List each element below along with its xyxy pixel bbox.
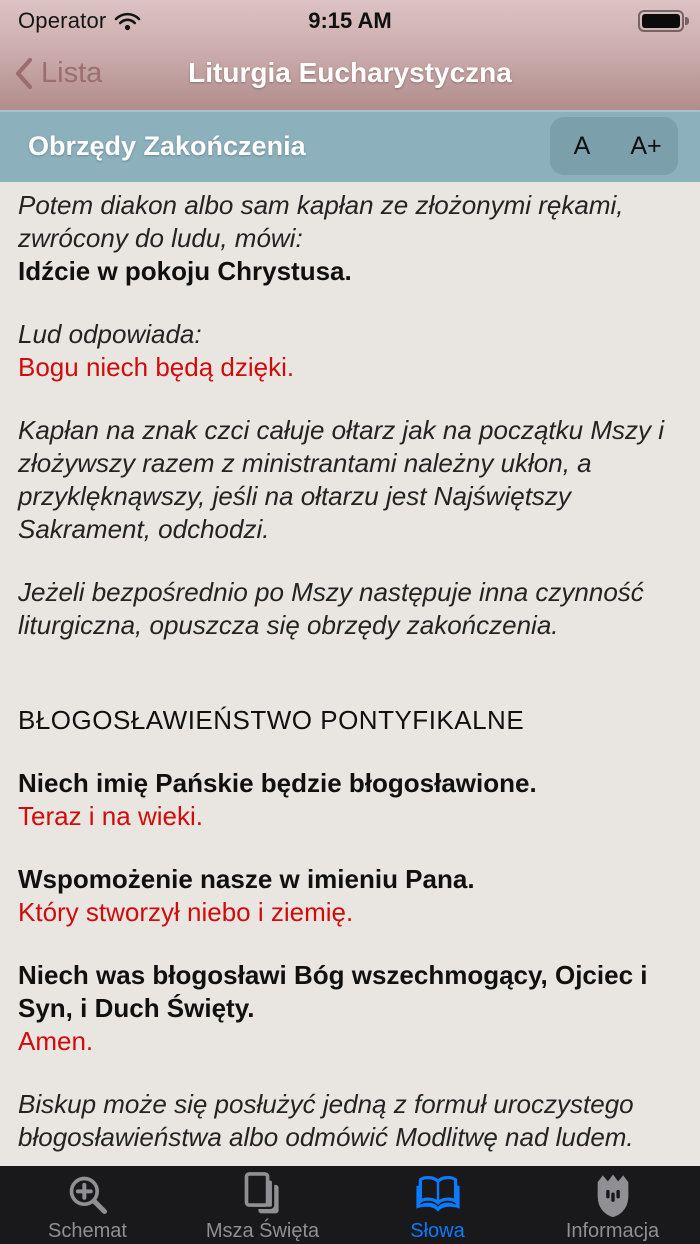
battery-nub	[685, 17, 689, 25]
nav-bar	[0, 36, 700, 110]
tab-slowa[interactable]	[350, 1166, 525, 1244]
battery-fill	[642, 14, 680, 28]
chevron-left-icon	[14, 57, 33, 90]
rubric-text: Lud odpowiada:	[18, 319, 202, 349]
celebrant-text: Idźcie w pokoju Chrystusa.	[18, 256, 352, 286]
tab-label: Schemat	[48, 1220, 127, 1242]
rubric-text: Kapłan na znak czci całuje ołtarz jak na początku Mszy i złożywszy razem z ministrantami należny ukłon, a przyklęknąwszy, jeśli na ołtarzu jest Najświętszy Sakrament, odchodzi.	[18, 415, 664, 544]
section-header	[0, 110, 700, 182]
font-larger-button[interactable]: A+	[614, 117, 678, 175]
celebrant-text: Wspomożenie nasze w imieniu Pana.	[18, 864, 475, 894]
section-heading: BŁOGOSŁAWIEŃSTWO PONTYFIKALNE	[18, 705, 525, 735]
tab-label: Msza Święta	[205, 1220, 320, 1242]
magnifier-plus-icon	[66, 1173, 110, 1217]
font-smaller-button[interactable]: A	[550, 117, 614, 175]
carrier-label: Operator	[18, 8, 107, 33]
response-text: Teraz i na wieki.	[18, 801, 203, 831]
response-text: Amen.	[18, 1026, 94, 1056]
battery-icon	[638, 10, 684, 32]
rubric-text: Jeżeli bezpośrednio po Mszy następuje inna czynność liturgiczna, opuszcza się obrzędy zakończenia.	[18, 577, 644, 640]
font-size-control	[550, 117, 678, 175]
tab-msza-swieta[interactable]	[175, 1166, 350, 1244]
liturgy-text-scroll-area[interactable]	[0, 182, 700, 1166]
text-block	[18, 1088, 682, 1154]
text-block	[18, 959, 682, 1058]
tab-label: Informacja	[565, 1220, 660, 1242]
rubric-text: Potem diakon albo sam kapłan ze złożonymi rękami, zwrócony do ludu, mówi:	[18, 190, 624, 253]
tab-informacja[interactable]	[525, 1166, 700, 1244]
text-block	[18, 576, 682, 642]
text-block	[18, 189, 682, 288]
rubric-text: Biskup może się posłużyć jedną z formuł uroczystego błogosławieństwa albo odmówić Modlitwę nad ludem.	[18, 1089, 634, 1152]
back-button-label: Lista	[41, 56, 103, 89]
status-bar	[0, 0, 700, 36]
tab-bar	[0, 1166, 700, 1244]
text-block	[18, 767, 682, 833]
pages-stack-icon	[241, 1173, 285, 1217]
status-time: 9:15 AM	[308, 8, 392, 33]
text-block	[18, 414, 682, 546]
tab-label: Słowa	[410, 1220, 465, 1242]
celebrant-text: Niech was błogosławi Bóg wszechmogący, Ojciec i Syn, i Duch Święty.	[18, 960, 648, 1023]
celebrant-text: Niech imię Pańskie będzie błogosławione.	[18, 768, 537, 798]
crest-icon	[593, 1173, 633, 1217]
response-text: Bogu niech będą dzięki.	[18, 352, 295, 382]
header	[0, 0, 700, 110]
text-block	[18, 318, 682, 384]
tab-schemat[interactable]	[0, 1166, 175, 1244]
open-book-icon	[414, 1173, 462, 1217]
page-title: Liturgia Eucharystyczna	[188, 57, 512, 88]
response-text: Który stworzył niebo i ziemię.	[18, 897, 354, 927]
section-title: Obrzędy Zakończenia	[28, 130, 306, 161]
text-block	[18, 863, 682, 929]
back-button[interactable]	[0, 57, 102, 90]
